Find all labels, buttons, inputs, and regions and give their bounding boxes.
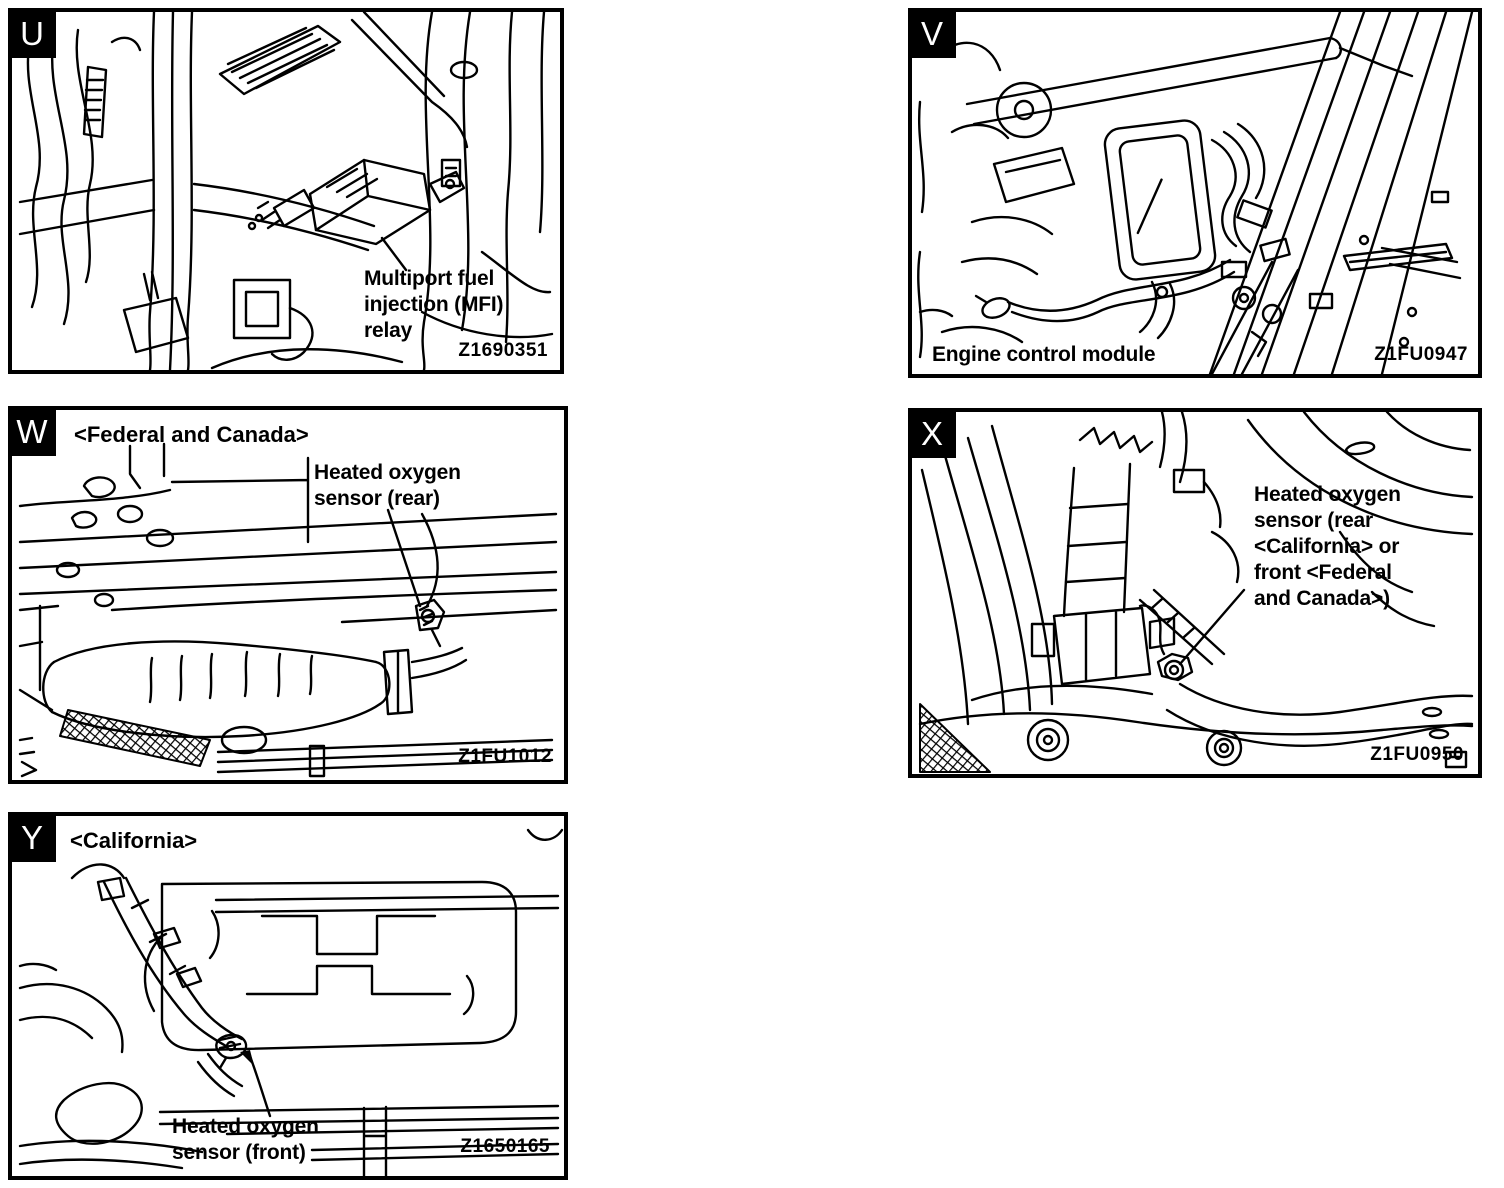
- panel-y-label-line: Heated oxygen: [172, 1115, 319, 1138]
- panel-x-figure-code: Z1FU0950: [1370, 744, 1464, 765]
- panel-u-label-line: Multiport fuel: [364, 267, 495, 290]
- panel-v-illustration: [912, 12, 1478, 374]
- panel-y-letter: Y: [20, 818, 43, 856]
- panel-u-label-line: relay: [364, 319, 413, 342]
- panel-w-label: [314, 460, 461, 512]
- panel-x-letter: X: [920, 414, 943, 452]
- panel-w: [8, 406, 568, 784]
- panel-v-caption: Engine control module: [932, 343, 1156, 366]
- panel-u-letter: U: [20, 14, 44, 52]
- panel-y-letter-tab: [8, 812, 56, 862]
- panel-y-header: <California>: [70, 828, 198, 853]
- panel-u-label-line: injection (MFI): [364, 293, 504, 316]
- panel-v: [908, 8, 1482, 378]
- panel-u: [8, 8, 564, 374]
- panel-u-label: [364, 266, 503, 344]
- panel-y-label: [172, 1114, 319, 1166]
- panel-v-figure-code: Z1FU0947: [1374, 344, 1468, 365]
- panel-y: [8, 812, 568, 1180]
- panel-x-label-line: and Canada>): [1254, 587, 1390, 610]
- panel-w-header: <Federal and Canada>: [74, 422, 309, 447]
- panel-w-illustration: [12, 410, 564, 780]
- panel-u-letter-tab: [8, 8, 56, 58]
- panel-x: [908, 408, 1482, 778]
- panel-u-figure-code: Z1690351: [458, 340, 548, 361]
- panel-v-letter: V: [920, 14, 943, 52]
- panel-w-letter-tab: [8, 406, 56, 456]
- panel-x-label-line: <California> or: [1254, 535, 1400, 558]
- panel-x-label-line: Heated oxygen: [1254, 483, 1401, 506]
- panel-w-figure-code: Z1FU1012: [458, 746, 552, 767]
- panel-w-letter: W: [16, 412, 48, 450]
- panel-x-label: [1254, 482, 1401, 612]
- panel-y-figure-code: Z1650165: [460, 1136, 550, 1157]
- panel-x-letter-tab: [908, 408, 956, 458]
- panel-x-label-line: front <Federal: [1254, 561, 1392, 584]
- panel-x-label-line: sensor (rear: [1254, 509, 1373, 532]
- panel-w-label-line: Heated oxygen: [314, 461, 461, 484]
- panel-w-label-line: sensor (rear): [314, 487, 440, 510]
- panel-y-label-line: sensor (front): [172, 1141, 306, 1164]
- panel-v-letter-tab: [908, 8, 956, 58]
